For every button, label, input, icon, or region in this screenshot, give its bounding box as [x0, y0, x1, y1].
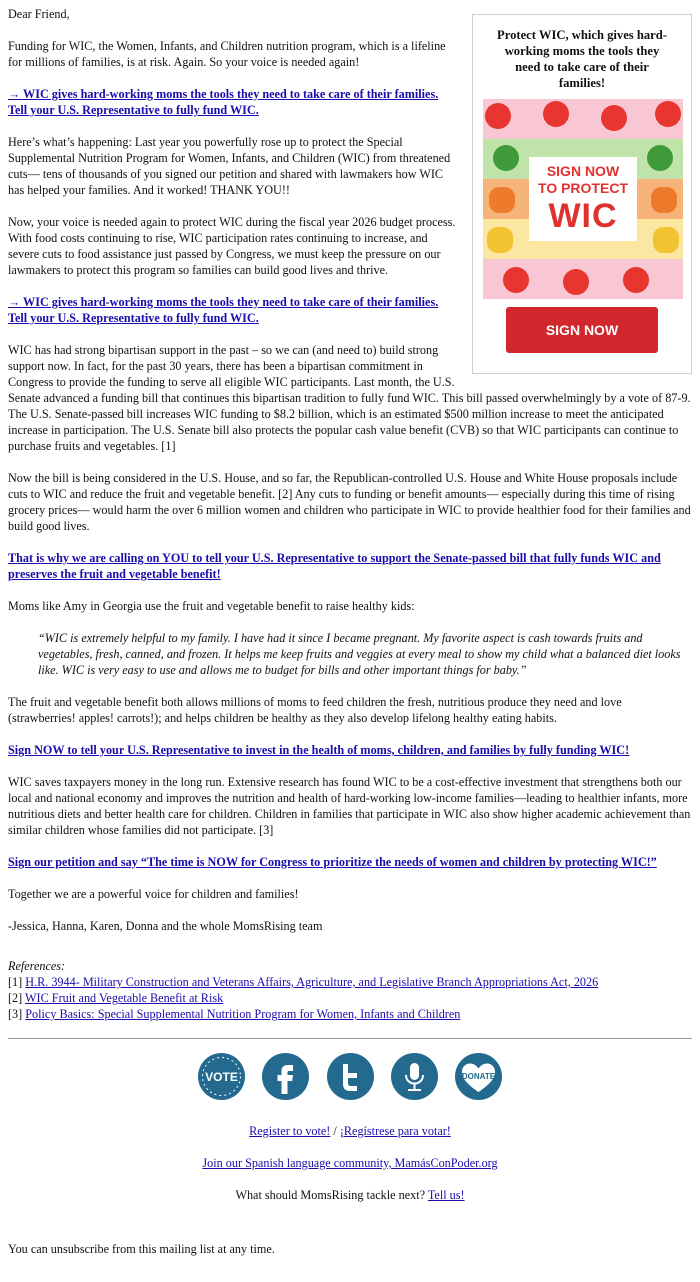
microphone-icon[interactable] [391, 1053, 438, 1100]
unsubscribe-text: You can unsubscribe from this mailing list at any time. [8, 1242, 275, 1256]
email-body [8, 6, 692, 1257]
petition-link-1[interactable]: → WIC gives hard-working moms the tools they need to take care of their families. Tell your U.S. Representative to fully fund WIC. [8, 87, 439, 117]
reference-item: [3] Policy Basics: Special Supplemental Nutrition Program for Women, Infants and Children [8, 1007, 461, 1021]
amy-quote: “WIC is extremely helpful to my family. I have had it since I became pregnant. My favorite aspect is cash towards fruits and vegetables, fresh, canned, and frozen. It helps me keep fruits and veggies at every meal to show my child what a balanced diet looks like. WIC is very easy to use and allows me to budget for bills and other important things for baby.” [38, 631, 681, 677]
donate-heart-icon[interactable] [455, 1053, 502, 1100]
sign-now-button[interactable]: SIGN NOW [506, 307, 658, 353]
petition-link-4[interactable]: Sign NOW to tell your U.S. Representative to invest in the health of moms, children, and families by fully funding WIC! [8, 743, 630, 757]
fruit-benefit-paragraph: The fruit and vegetable benefit both allows millions of moms to feed children the fresh, nutritious produce they need and love (strawberries! apples! carrots!); and helps children be healthy as they also develop lifelong healthy eating habits. [8, 695, 622, 725]
register-es-link[interactable]: ¡Regístrese para votar! [339, 1124, 451, 1138]
register-line: Register to vote! / ¡Regístrese para votar! [249, 1124, 451, 1138]
moms-like-amy-paragraph: Moms like Amy in Georgia use the fruit and vegetable benefit to raise healthy kids: [8, 599, 415, 613]
sign-now-banner-image[interactable] [483, 99, 683, 299]
together-paragraph: Together we are a powerful voice for children and families! [8, 887, 299, 901]
whats-happening-paragraph: Here’s what’s happening: Last year you powerfully rose up to protect the Special Supplemental Nutrition Program for Women, Infants, and Children (WIC) from threatened cuts— tens of thousands of you signed our petition and shared with lawmakers how WIC has helped your families. And it worked! THANK YOU!! [8, 135, 451, 197]
references [8, 958, 692, 1022]
social-icons [8, 1053, 692, 1105]
banner-sign-card: SIGN NOW TO PROTECT WIC [529, 157, 637, 241]
register-link[interactable]: Register to vote! [249, 1124, 331, 1138]
sidebar-petition-box [472, 14, 692, 374]
house-bill-paragraph: Now the bill is being considered in the U.S. House, and so far, the Republican-controlled U.S. House and White House proposals include cuts to WIC and reduce the fruit and vegetable benefit. [2] Any cuts to funding or benefit amounts— especially during this time of rising grocery prices— would harm the over 6 million women and children who participate in WIC to provide healthier food for their families and build good lives. [8, 471, 691, 533]
spanish-community-link[interactable]: Join our Spanish language community, MamásConPoder.org [202, 1156, 498, 1170]
spanish-line [8, 1155, 692, 1171]
petition-link-5[interactable]: Sign our petition and say “The time is NOW for Congress to prioritize the needs of women and children by protecting WIC!” [8, 855, 657, 869]
voice-needed-paragraph: Now, your voice is needed again to protect WIC during the fiscal year 2026 budget process. With food costs continuing to rise, WIC participation rates continuing to increase, and severe cuts to food assistance just passed by Congress, we must keep the pressure on our lawmakers to protect this program so families can build good lives and thrive. [8, 215, 456, 277]
facebook-icon[interactable] [262, 1053, 309, 1100]
sidebar-title: Protect WIC, which gives hard-working moms the tools they need to take care of their families! [497, 28, 667, 90]
references-label: References: [8, 959, 66, 973]
signoff: -Jessica, Hanna, Karen, Donna and the whole MomsRising team [8, 919, 323, 933]
tackle-next-line: What should MomsRising tackle next? Tell us! [235, 1188, 465, 1202]
taxpayer-paragraph: WIC saves taxpayers money in the long run. Extensive research has found WIC to be a cost-effective investment that strengthens both our local and national economy and improves the nutrition and health of hard-working low-income families—leading to healthier infants, more nutritious diets and better health care for children. Children in families that participate in WIC also show higher academic achievement than similar children whose families did not participate. [3] [8, 775, 691, 837]
greeting: Dear Friend, [8, 7, 70, 21]
petition-link-3[interactable]: That is why we are calling on YOU to tell your U.S. Representative to support the Senate-passed bill that fully funds WIC and preserves the fruit and vegetable benefit! [8, 551, 661, 581]
bipartisan-paragraph: WIC has had strong bipartisan support in the past – so we can (and need to) build strong support now. In fact, for the past 30 years, there has been a bipartisan commitment in Congress to provide the funding to serve all eligible WIC participants. Last month, the U.S. Senate advanced a funding bill that continues this bipartisan tradition to fully fund WIC. This bill passed overwhelmingly by a vote of 87-9. The U.S. Senate-passed bill increases WIC funding to $8.2 billion, which is an estimated $500 million increase to meet the anticipated increase in participation. The U.S. Senate bill also protects the popular cash value benefit (CVB) so that WIC participants can continue to purchase fruits and vegetables. [1] [8, 343, 691, 453]
twitter-icon[interactable] [327, 1053, 374, 1100]
reference-item: [1] H.R. 3944- Military Construction and Veterans Affairs, Agriculture, and Legislative Branch Appropriations Act, 2026 [8, 975, 599, 989]
svg-text:DONATE: DONATE [461, 1072, 495, 1081]
reference-item: [2] WIC Fruit and Vegetable Benefit at Risk [8, 991, 224, 1005]
svg-text:VOTE: VOTE [205, 1070, 239, 1084]
reference-link-2[interactable]: WIC Fruit and Vegetable Benefit at Risk [25, 991, 224, 1005]
reference-link-3[interactable]: Policy Basics: Special Supplemental Nutrition Program for Women, Infants and Children [25, 1007, 461, 1021]
intro-paragraph: Funding for WIC, the Women, Infants, and Children nutrition program, which is a lifeline for millions of families, is at risk. Again. So your voice is needed again! [8, 39, 446, 69]
reference-link-1[interactable]: H.R. 3944- Military Construction and Veterans Affairs, Agriculture, and Legislative Branch Appropriations Act, 2026 [25, 975, 599, 989]
footer-divider [8, 1038, 692, 1039]
vote-icon[interactable] [198, 1053, 245, 1100]
petition-link-2[interactable]: → WIC gives hard-working moms the tools they need to take care of their families. Tell your U.S. Representative to fully fund WIC. [8, 295, 439, 325]
tell-us-link[interactable]: Tell us! [427, 1188, 465, 1202]
